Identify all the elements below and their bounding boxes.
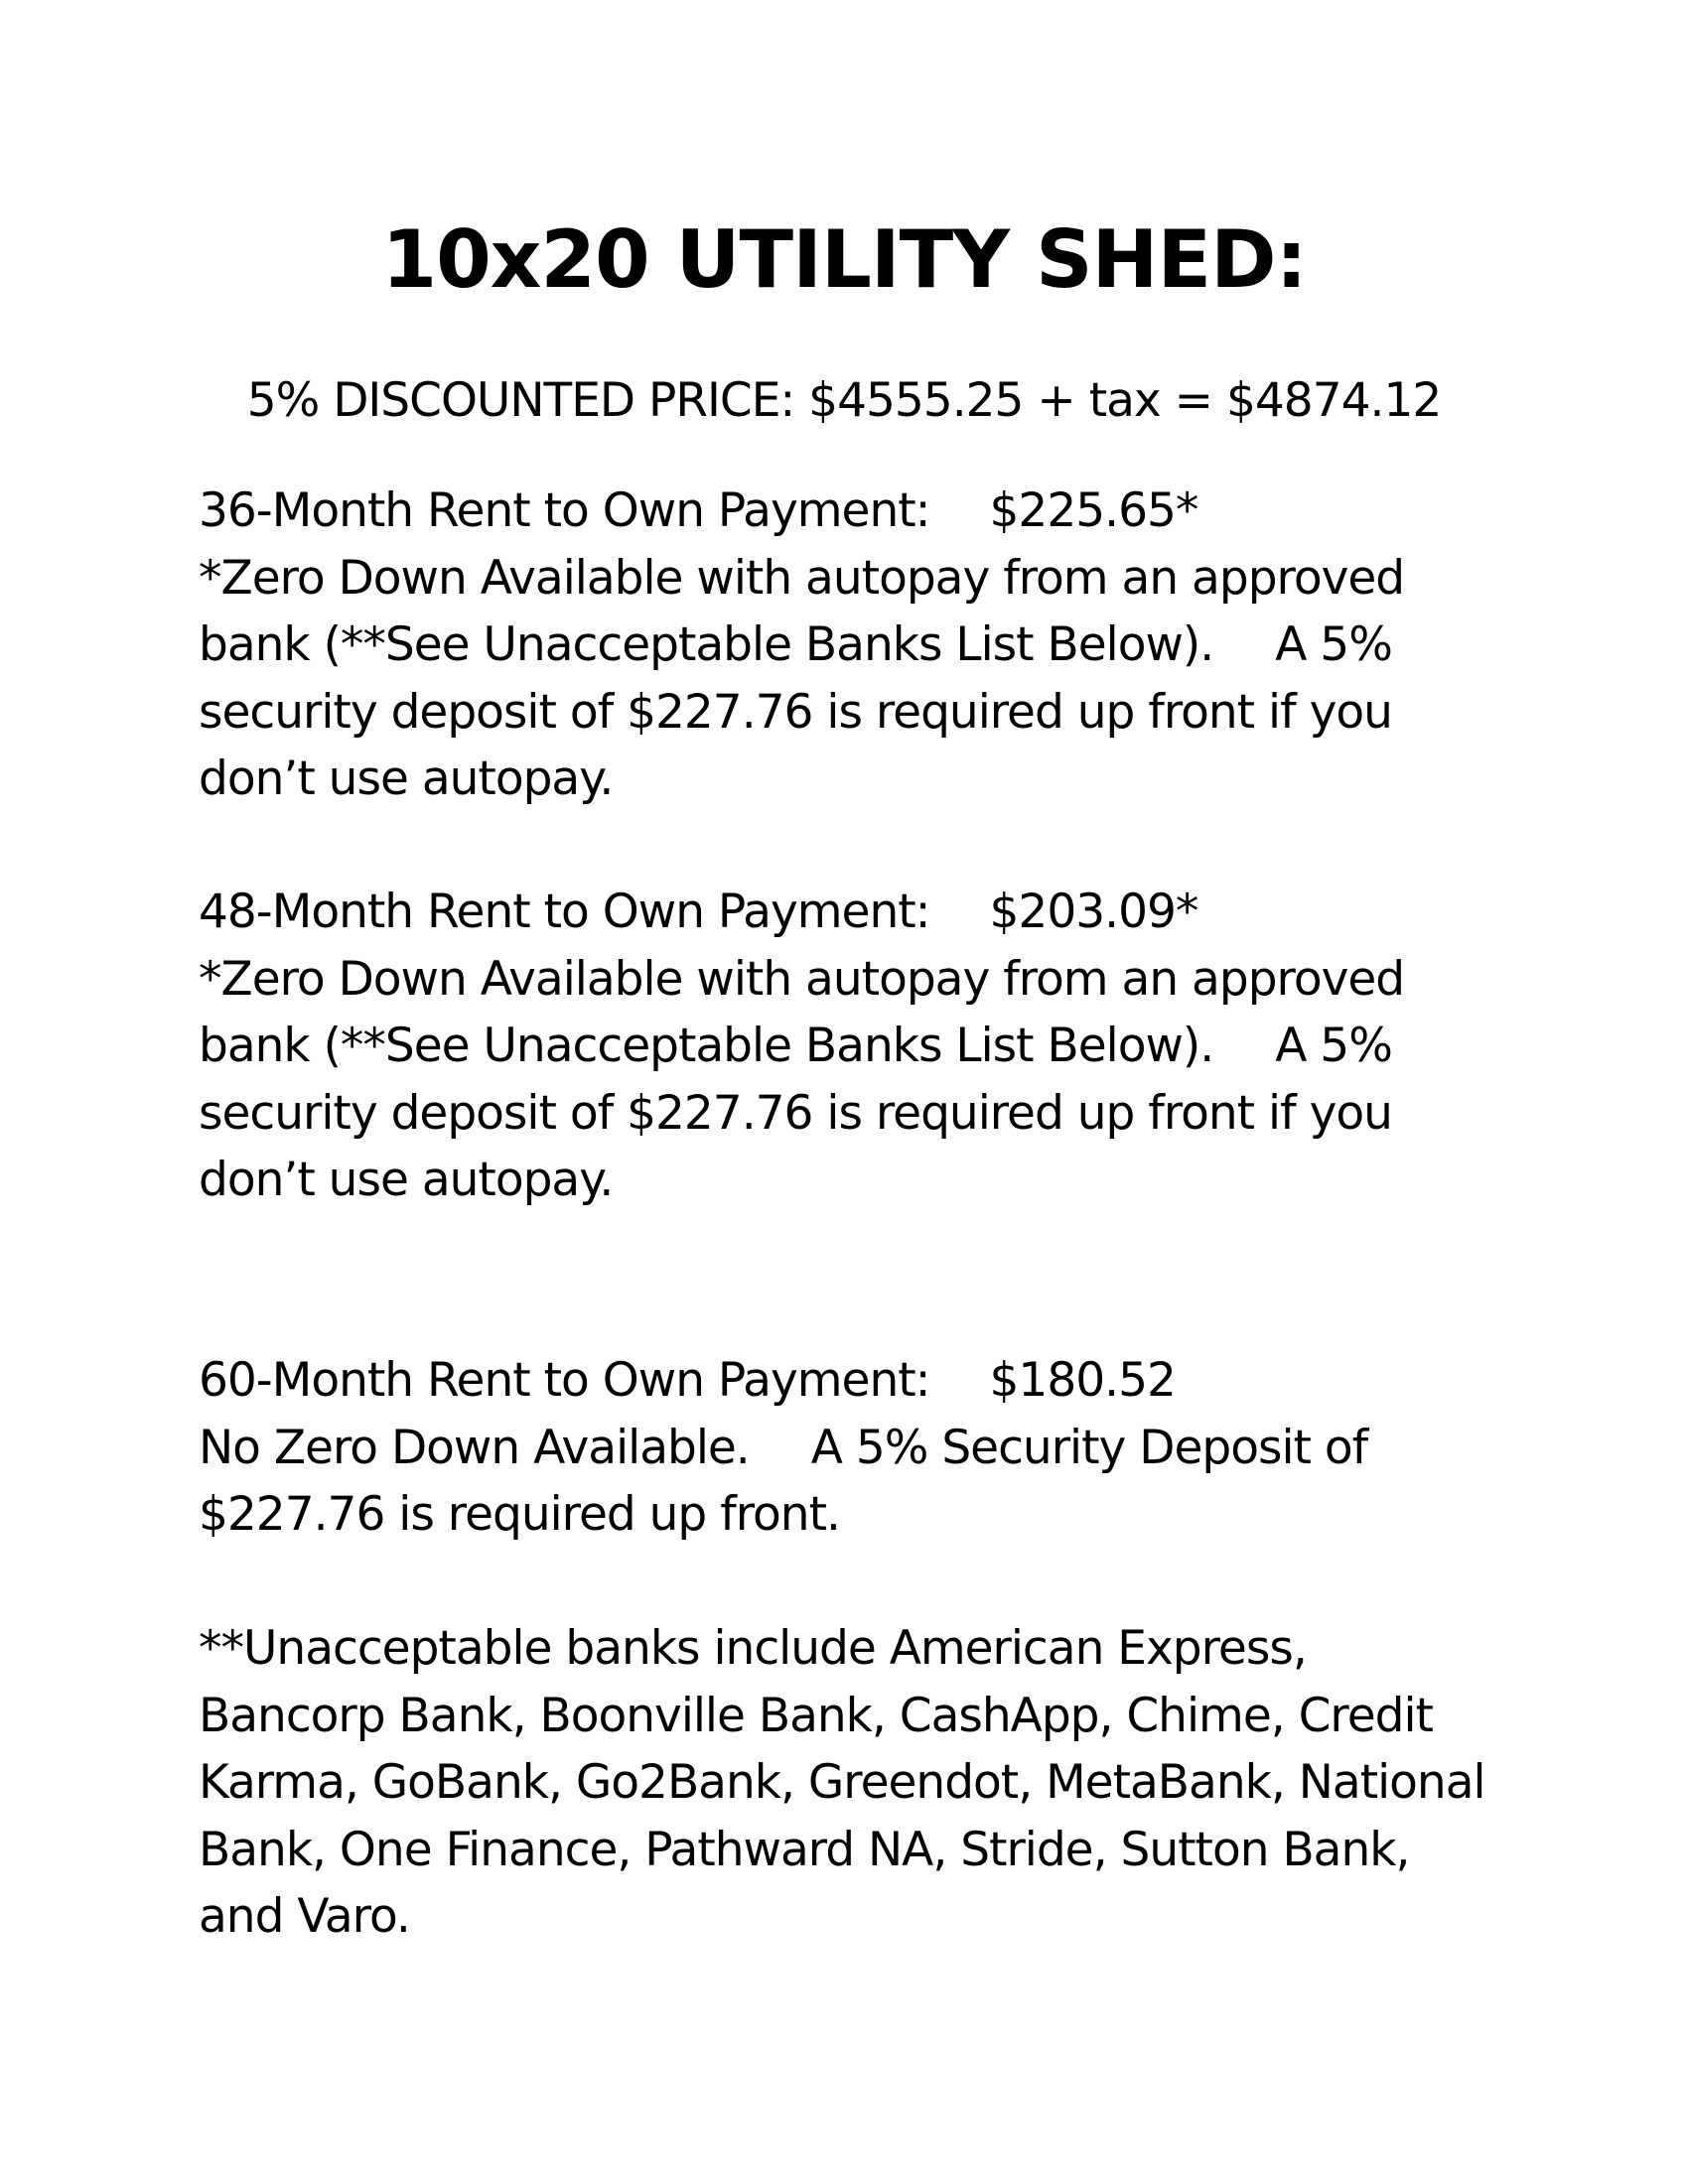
plan-heading-line [199,1347,1509,1415]
plan-note-text: A 5% [1275,1019,1392,1073]
plan-heading: 36-Month Rent to Own Payment: [199,483,930,538]
banks-note-line: and Varo. [199,1889,410,1944]
plan-note-text: bank (**See Unacceptable Banks List Below). [199,1019,1214,1073]
plan-heading: 48-Month Rent to Own Payment: [199,885,930,939]
plan-note-text: A 5% Security Deposit of [810,1420,1368,1475]
plan-amount: $225.65* [989,483,1198,538]
plan-heading-line [199,478,1509,545]
banks-note-line: Bancorp Bank, Boonville Bank, CashApp, Chime, Credit [199,1688,1433,1743]
plan-heading-line [199,879,1509,946]
unacceptable-banks-note [199,1615,1509,1951]
plan-note-text: A 5% [1275,617,1392,672]
discounted-price-line: 5% DISCOUNTED PRICE: $4555.25 + tax = $4874.12 [246,373,1442,428]
plan-note-text: bank (**See Unacceptable Banks List Below). [199,617,1214,672]
plan-36-month [199,478,1509,813]
plan-note-line: $227.76 is required up front. [199,1487,840,1542]
banks-note-line: Bank, One Finance, Pathward NA, Stride, Sutton Bank, [199,1822,1410,1877]
plan-note-line [199,1415,1509,1482]
plan-note-line: don’t use autopay. [199,751,614,806]
plan-note-text: No Zero Down Available. [199,1420,750,1475]
plan-note-line: security deposit of $227.76 is required up front if you [199,684,1392,740]
plan-heading: 60-Month Rent to Own Payment: [199,1353,930,1408]
plan-note-line: security deposit of $227.76 is required up front if you [199,1085,1392,1141]
plan-amount: $180.52 [989,1353,1176,1408]
plan-amount: $203.09* [989,885,1198,939]
page-title: 10x20 UTILITY SHED: [381,213,1307,306]
banks-note-line: Karma, GoBank, Go2Bank, Greendot, MetaBank, National [199,1755,1485,1810]
banks-note-line: **Unacceptable banks include American Express, [199,1621,1307,1676]
plan-note-line: *Zero Down Available with autopay from an approved [199,550,1405,606]
plan-note-line: *Zero Down Available with autopay from an approved [199,951,1405,1007]
plan-note-line: don’t use autopay. [199,1153,614,1207]
plan-60-month [199,1347,1509,1549]
plan-note-line [199,612,1509,679]
plan-note-line [199,1013,1509,1080]
plan-48-month [199,879,1509,1214]
